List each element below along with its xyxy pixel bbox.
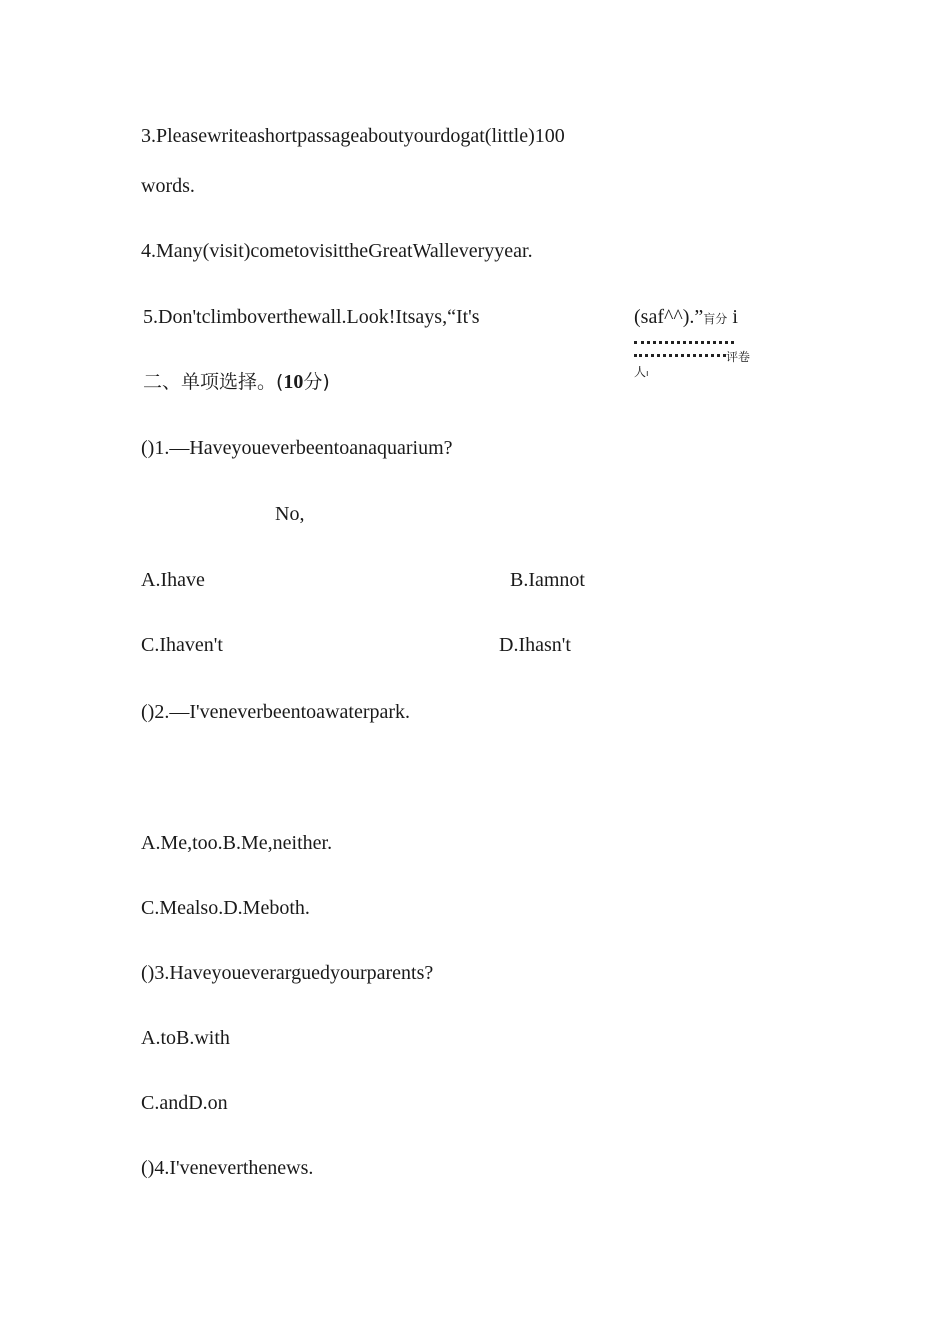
score-box-label-reviewer-2: 人 — [634, 365, 647, 379]
question-1-option-b: B.Iamnot — [510, 569, 585, 591]
question-4-stem: ()4.I'veneverthenews. — [141, 1157, 314, 1179]
question-1-option-a: A.Ihave — [141, 569, 205, 591]
section-heading-title: 二、单项选择。( — [143, 371, 284, 393]
question-1-option-c: C.Ihaven't — [141, 634, 223, 656]
score-line-dotted — [634, 341, 734, 348]
question-2-options-cd: C.Mealso.D.Meboth. — [141, 897, 310, 919]
score-box-label-reviewer: 评卷 — [726, 350, 751, 364]
score-box — [634, 305, 774, 382]
question-1-reply: No, — [275, 503, 305, 525]
question-3-options-cd: C.andD.on — [141, 1092, 228, 1114]
fill-blank-item-4: 4.Many(visit)cometovisittheGreatWalleveryyear. — [141, 240, 533, 262]
fill-blank-item-3-line1: 3.Pleasewriteashortpassageaboutyourdogat(little)100 — [141, 125, 565, 147]
question-2-options-ab: A.Me,too.B.Me,neither. — [141, 832, 333, 854]
question-1-option-d: D.Ihasn't — [499, 634, 571, 656]
fill-blank-item-3-line2: words. — [141, 175, 195, 197]
question-1-stem: ()1.—Haveyoueverbeentoanaquarium? — [141, 437, 453, 459]
fill-blank-item-5: 5.Don'tclimboverthewall.Look!Itsays,“It's — [143, 306, 480, 328]
score-box-text: (saf^^).” — [634, 306, 704, 328]
score-box-label-score: 肓分 — [703, 312, 728, 326]
question-3-stem: ()3.Haveyoueverarguedyourparents? — [141, 962, 434, 984]
reviewer-line-dotted — [634, 354, 726, 361]
score-box-mark: i — [732, 306, 738, 328]
question-3-options-ab: A.toB.with — [141, 1027, 230, 1049]
section-heading — [143, 370, 330, 394]
section-heading-points: 10 — [283, 371, 304, 393]
section-heading-unit: 分) — [303, 371, 330, 393]
score-box-tick: ı — [646, 369, 649, 379]
question-2-stem: ()2.—I'veneverbeentoawaterpark. — [141, 701, 411, 723]
